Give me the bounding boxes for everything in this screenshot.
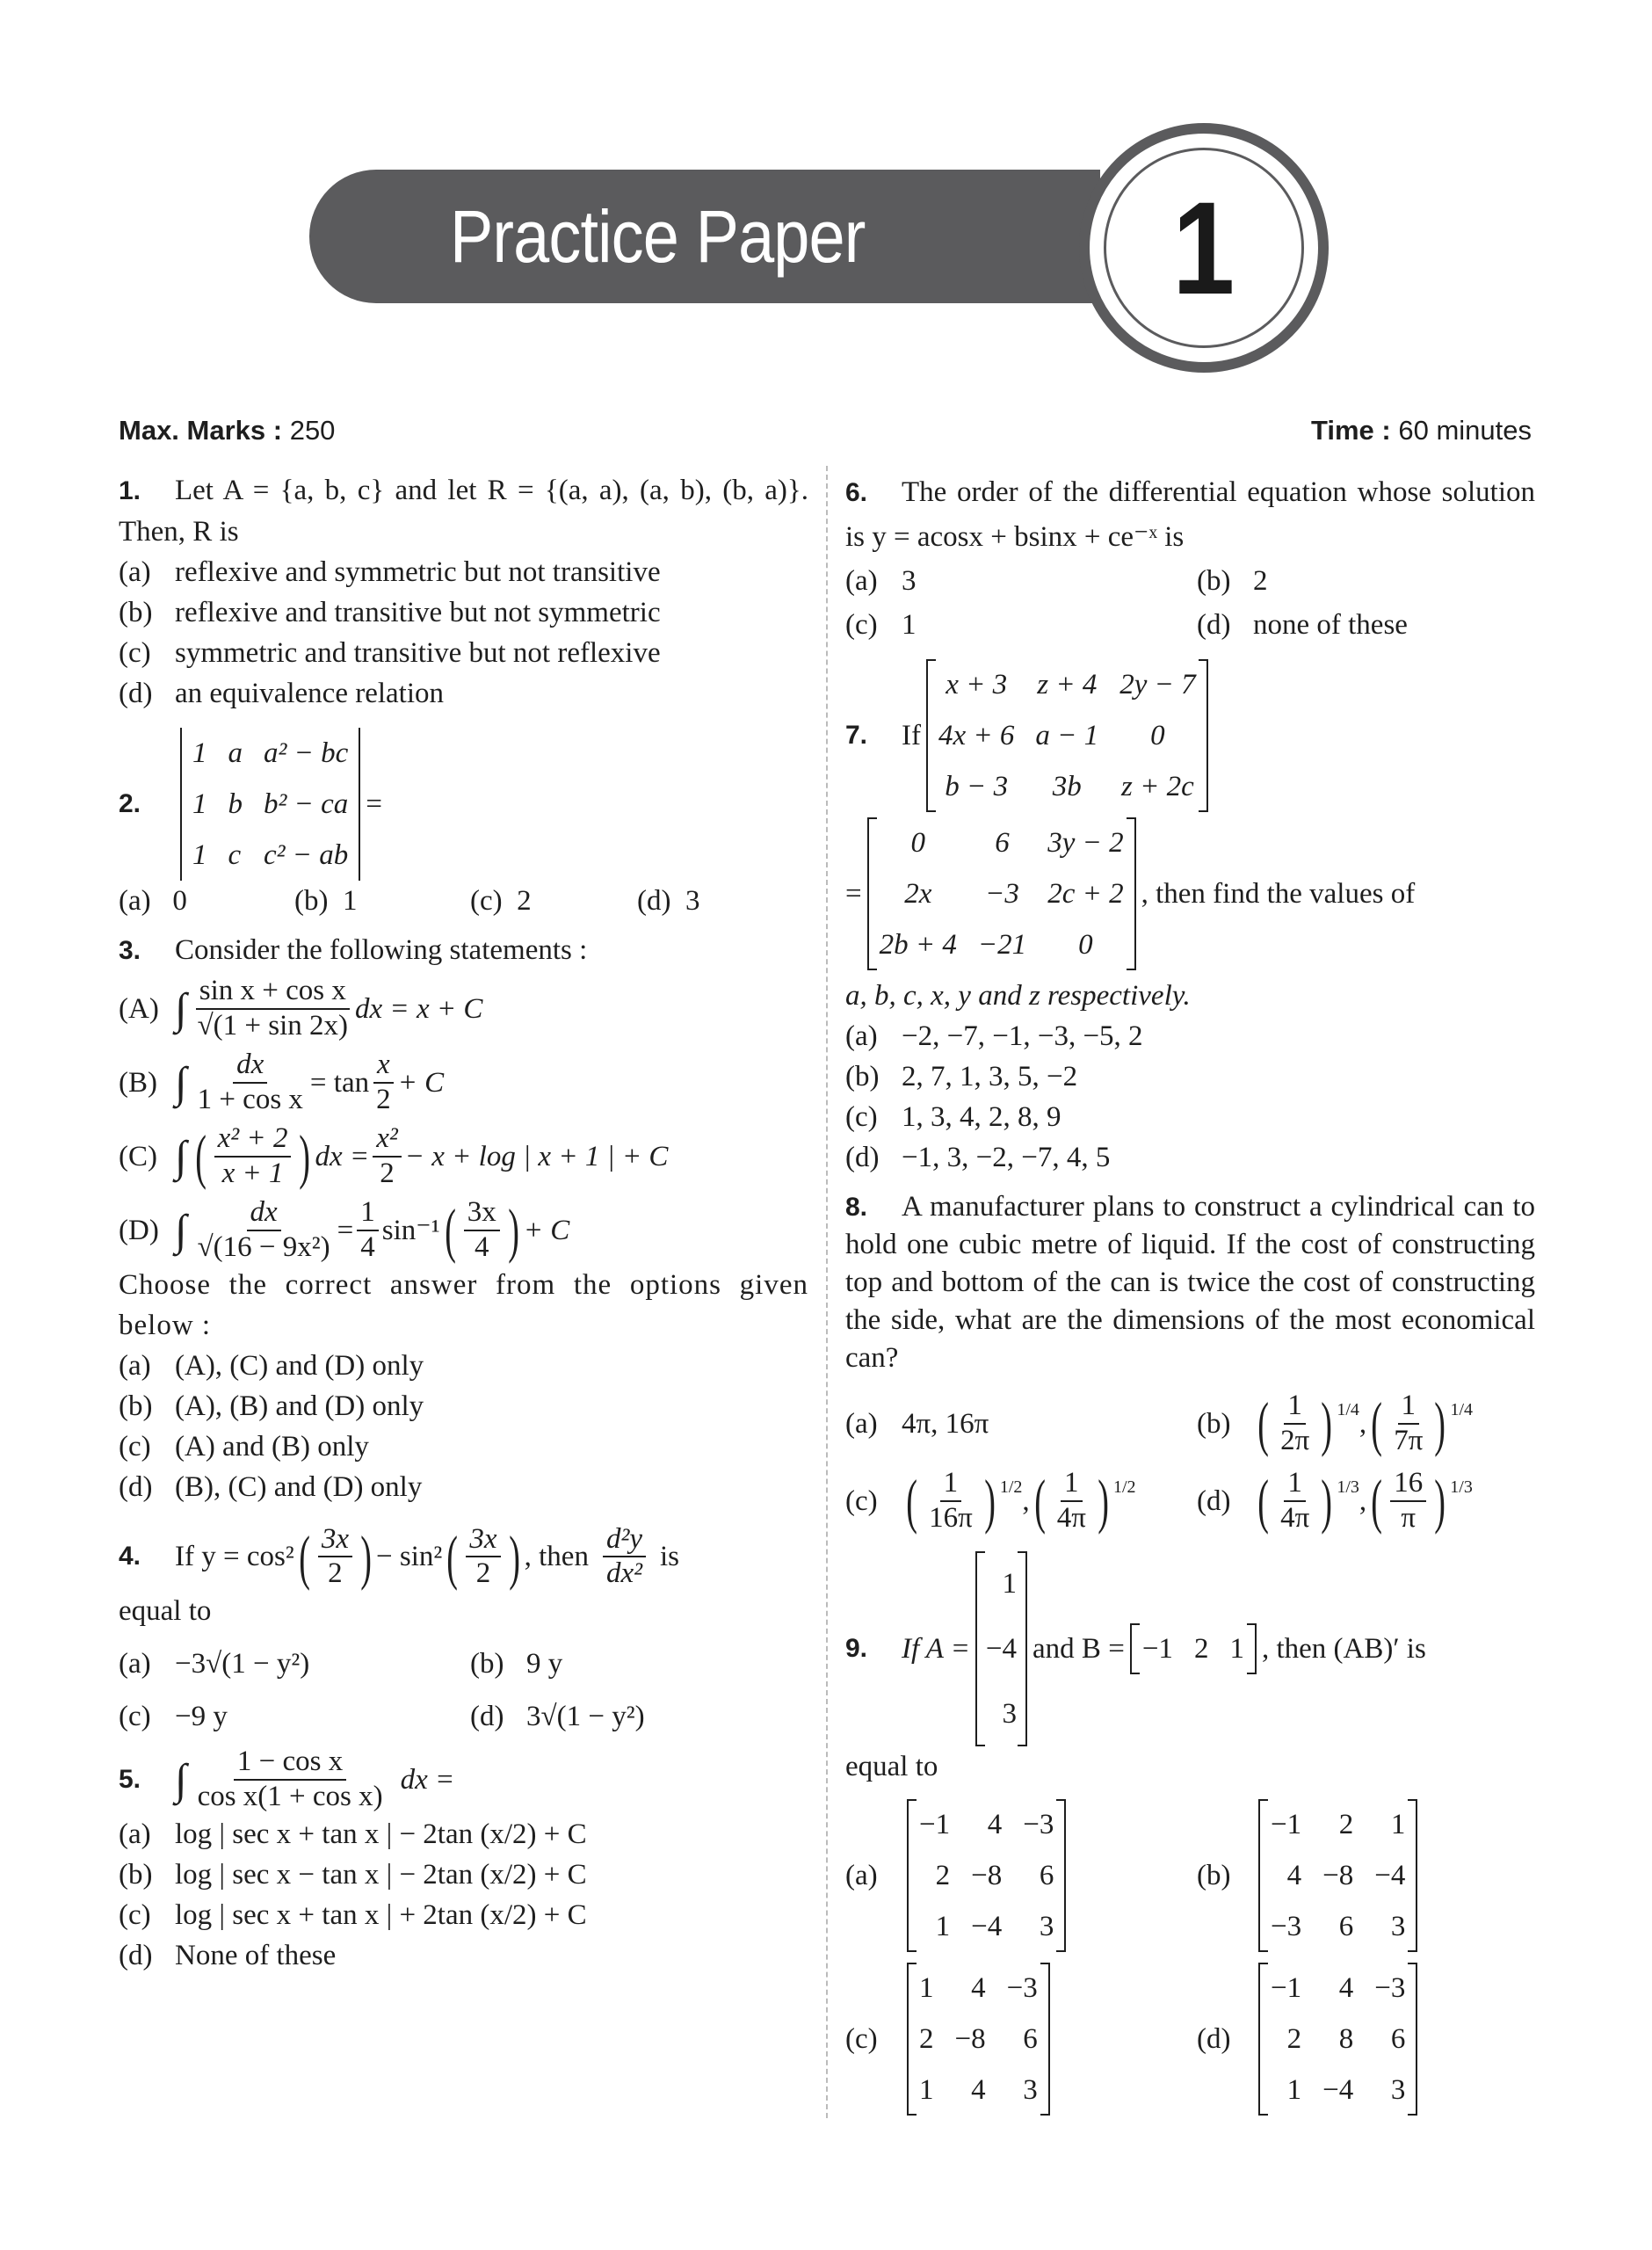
option-b[interactable]: (b) 2, 7, 1, 3, 5, −2	[845, 1061, 1078, 1092]
question-number: 9.	[845, 1633, 868, 1663]
option-d[interactable]: (d) 3√(1 − y²)	[470, 1701, 645, 1733]
question-4: 4. If y = cos² ( $\frac{3x}{2}$ ) − sin² ( $\frac{3x}{2}$ ) , then $\frac{\text{d²y}}{\text{dx²}}$ is equal to (a) −3√(1 − y²) (b) 9 y (c) −9 y (d) 3√(1 − y²)	[119, 1523, 808, 1738]
option-a[interactable]: (a) reflexive and symmetric but not transitive	[119, 556, 661, 588]
option-matrix	[1258, 1963, 1417, 2116]
matrix-cell: 6	[1338, 1910, 1354, 1942]
choose-instruction: Choose the correct answer from the options given below :	[119, 1268, 808, 1341]
matrix-cell: −4	[971, 1910, 1003, 1942]
option-d[interactable]: (d) ( $\frac{1}{4\pi}$ ) $^{1/3}$ , ( $\frac{16}{\pi}$ ) $^{1/3}$	[1197, 1466, 1473, 1535]
matrix-cell: b² − ca	[264, 788, 349, 820]
matrix-cell: 1	[1390, 1808, 1406, 1840]
right-column	[845, 470, 1535, 2116]
question-text: The order of the differential equation whose solution is y = acosx + bsinx + ce⁻ˣ is	[845, 476, 1535, 553]
badge-inner-ring	[1104, 148, 1304, 348]
option-c[interactable]: (c) 1, 3, 4, 2, 8, 9	[845, 1101, 1061, 1133]
matrix-cell: −1	[919, 1808, 951, 1840]
fraction: $\frac{\text{sin x + cos x}}{√(1 + \sin 2x)}$	[197, 975, 349, 1042]
matrix-cell: 4	[971, 2073, 986, 2106]
matrix-cell: −1	[1271, 1808, 1302, 1840]
matrix-cell: 1	[935, 1910, 951, 1942]
options-grid	[119, 1644, 808, 1737]
matrix-cell: −4	[985, 1632, 1018, 1665]
integral-sign: ∫	[175, 1131, 187, 1180]
question-number: 6.	[845, 478, 868, 507]
matrix-cell: 3	[1039, 1910, 1054, 1942]
matrix-cell: −3	[1006, 1971, 1038, 2004]
matrix-cell: −3	[1271, 1910, 1302, 1942]
matrix-cell: −3	[1374, 1971, 1406, 2004]
matrix-cell: −8	[971, 1859, 1003, 1891]
option-d[interactable]: (d) an equivalence relation	[119, 678, 445, 709]
option-c[interactable]: (c) 1	[845, 609, 917, 641]
integral-sign: ∫	[175, 1057, 187, 1107]
option-b[interactable]: (b) log | sec x − tan x | − 2tan (x/2) + C	[119, 1859, 587, 1891]
option-a[interactable]: (a) 3	[845, 565, 917, 597]
matrix-cell: 3b	[1052, 771, 1082, 802]
matrix-cell: 2	[1193, 1632, 1209, 1665]
matrix-cell: 4	[971, 1971, 986, 2004]
option-c[interactable]: (c) ( $\frac{1}{16\pi}$ ) $^{1/2}$ , ( $\frac{1}{4\pi}$ ) $^{1/2}$	[845, 1466, 1136, 1535]
options-grid	[845, 1799, 1535, 2116]
integral-sign: ∫	[175, 1205, 187, 1254]
option-a[interactable]: (a) 0	[119, 885, 187, 917]
matrix-cell: 6	[995, 827, 1010, 859]
option-a[interactable]: (a) −1 4 −3 2 −8 6 1 −4 3	[845, 1799, 1197, 1952]
question-text: A manufacturer plans to construct a cylindrical can to hold one cubic metre of liquid. If the cost of constructing top and bottom of the can is twice the cost of constructing the side, what are the dimensions of the most economical can?	[845, 1191, 1535, 1374]
statement-a: (A) ∫ $\frac{\text{sin x + cos x}}{√(1 + \sin 2x)}$ dx = x + C	[119, 975, 483, 1042]
matrix-cell: 1	[192, 788, 207, 820]
matrix-cell: 1	[919, 1971, 934, 2004]
option-b[interactable]: (b) reflexive and transitive but not symmetric	[119, 597, 661, 628]
question-7: 7. If x + 3 z + 4 2y − 7 4x + 6 a − 1 0 b − 3 3b z + 2c = 0 6 3y − 2 2x −3 2c + 2 2b + 4 −21 0 , then find the values of a, b, c, x, y and z respectively. (a) −2, −7, −1, −3, −5, 2 (b) 2, 7, 1, 3, 5, −2 (c) 1, 3, 4, 2, 8, 9 (d) −1, 3, −2, −7, 4, 5	[845, 659, 1535, 1178]
option-d[interactable]: (d) 3	[637, 885, 700, 917]
paper-number: 1	[1172, 173, 1235, 322]
question-text: Let A = {a, b, c} and let R = {(a, a), (a, b), (b, a)}. Then, R is	[119, 475, 808, 548]
matrix-cell: −8	[954, 2022, 986, 2055]
matrix-cell: 1	[919, 2073, 934, 2106]
matrix-cell: −3	[1023, 1808, 1054, 1840]
matrix-cell: b − 3	[945, 771, 1009, 802]
left-column	[119, 470, 808, 1976]
matrix-cell: −4	[1322, 2073, 1354, 2106]
question-text: Consider the following statements :	[175, 934, 588, 966]
matrix-cell: 2	[919, 2022, 934, 2055]
matrix-cell: 2x	[904, 878, 932, 910]
option-a[interactable]: (a) log | sec x + tan x | − 2tan (x/2) + C	[119, 1818, 587, 1851]
time-limit	[1311, 415, 1532, 446]
question-number: 1.	[119, 476, 141, 505]
options-grid	[845, 1390, 1535, 1535]
max-marks-value: 250	[289, 415, 336, 446]
option-a[interactable]: (a) 4π, 16π	[845, 1407, 989, 1440]
matrix-cell: 3y − 2	[1047, 827, 1124, 859]
matrix-cell: a − 1	[1035, 720, 1099, 751]
option-a[interactable]: (a) −2, −7, −1, −3, −5, 2	[845, 1020, 1143, 1052]
option-matrix	[1258, 1799, 1417, 1952]
options-row	[119, 881, 808, 921]
option-c[interactable]: (c) (A) and (B) only	[119, 1430, 369, 1462]
matrix-cell: 0	[1150, 720, 1165, 751]
matrix-cell: 1	[1229, 1632, 1244, 1665]
matrix-cell: 3	[1390, 1910, 1406, 1942]
matrix-rhs	[867, 817, 1136, 970]
option-a[interactable]: (a) (A), (C) and (D) only	[119, 1349, 424, 1382]
option-b[interactable]: (b) 2	[1197, 565, 1268, 597]
time-value: 60 minutes	[1398, 415, 1532, 446]
page-title: Practice Paper	[450, 195, 866, 278]
matrix-cell: 8	[1338, 2022, 1354, 2055]
option-c[interactable]: (c) 2	[470, 885, 532, 917]
options-grid	[845, 559, 1535, 647]
matrix-cell: 4	[1338, 1971, 1354, 2004]
integral-sign: ∫	[175, 983, 187, 1033]
statement-b: (B) ∫ $\frac{dx}{\text{1 + cos x}}$ = tan $\frac{x}{2}$ + C	[119, 1048, 445, 1115]
matrix-cell: 6	[1039, 1859, 1054, 1891]
statement-c: (C) ∫ ( $\frac{\text{x² + 2}}{x + 1}$ ) dx = $\frac{\text{x²}}{2}$ − x + log | x + 1 | + C	[119, 1121, 669, 1191]
matrix-a	[975, 1551, 1027, 1746]
matrix-cell: 1	[1002, 1567, 1018, 1600]
matrix-cell: z + 4	[1037, 669, 1098, 700]
max-marks	[119, 415, 335, 446]
matrix-cell: −4	[1374, 1859, 1406, 1891]
matrix-cell: 3	[1002, 1697, 1018, 1730]
option-a[interactable]: (a) −3√(1 − y²)	[119, 1648, 310, 1680]
matrix-cell: 2y − 7	[1119, 669, 1196, 700]
option-matrix	[907, 1799, 1066, 1952]
question-8	[845, 1188, 1535, 1535]
matrix-cell: 4	[1286, 1859, 1302, 1891]
matrix-cell: c	[228, 839, 242, 871]
question-9: 9. If A = 1 −4 3 and B = −1 2 1 , then (AB)′ is equal to (a) −1 4 −3 2 −8 6 1 −4 3 (b) −1 2 1 4 −8 −4 −3 6 3 (c) 1 4 −3 2 −8 6 1 4 3 (d) −1 4 −3 2 8 6 1 −4 3	[845, 1551, 1535, 2116]
question-number: 8.	[845, 1193, 868, 1222]
option-b[interactable]: (b) −1 2 1 4 −8 −4 −3 6 3	[1197, 1799, 1535, 1952]
question-number: 2.	[119, 789, 141, 818]
question-5: 5. ∫ $\frac{\text{1 − cos x}}{\text{cos x(1 + cos x)}}$ dx = (a) log | sec x + tan x | − 2tan (x/2) + C (b) log | sec x − tan x | − 2tan (x/2) + C (c) log | sec x + tan x | + 2tan (x/2) + C (d) None of these	[119, 1746, 808, 1976]
matrix-cell: −1	[1271, 1971, 1302, 2004]
title-banner	[309, 170, 1100, 303]
matrix-cell: 2b + 4	[879, 929, 957, 961]
option-b[interactable]: (b) 9 y	[470, 1648, 563, 1680]
column-divider	[826, 466, 828, 2118]
matrix-cell: 1	[192, 839, 207, 871]
option-matrix	[907, 1963, 1050, 2116]
matrix-cell: a	[228, 737, 243, 769]
option-c[interactable]: (c) 1 4 −3 2 −8 6 1 4 3	[845, 1963, 1197, 2116]
matrix-cell: −8	[1322, 1859, 1354, 1891]
question-number: 4.	[119, 1542, 141, 1571]
option-c[interactable]: (c) symmetric and transitive but not reflexive	[119, 637, 661, 669]
matrix-cell: 0	[1078, 929, 1093, 961]
matrix-cell: 1	[192, 737, 207, 769]
option-b[interactable]: (b) ( $\frac{1}{2\pi}$ ) $^{1/4}$ , ( $\frac{1}{7\pi}$ ) $^{1/4}$	[1197, 1390, 1474, 1458]
matrix-cell: 1	[1286, 2073, 1302, 2106]
option-d[interactable]: (d) −1 4 −3 2 8 6 1 −4 3	[1197, 1963, 1535, 2116]
option-d[interactable]: (d) None of these	[119, 1940, 337, 1972]
option-b[interactable]: (b) (A), (B) and (D) only	[119, 1390, 424, 1422]
option-c[interactable]: (c) log | sec x + tan x | + 2tan (x/2) + C	[119, 1899, 587, 1932]
matrix-cell: z + 2c	[1121, 771, 1194, 802]
matrix-cell: −21	[977, 929, 1027, 961]
matrix-cell: 2c + 2	[1047, 878, 1124, 910]
matrix-cell: b	[228, 788, 243, 820]
max-marks-label: Max. Marks :	[119, 415, 283, 446]
matrix-cell: 2	[1286, 2022, 1302, 2055]
question-number: 7.	[845, 721, 868, 750]
statement-d: (D) ∫ $\frac{dx}{\text{√(16 − 9x²)}}$ = $\frac{1}{4}$ sin⁻¹ ( $\frac{3x}{4}$ ) + C	[119, 1195, 570, 1264]
matrix-cell: c² − ab	[264, 839, 349, 871]
matrix-cell: 3	[1023, 2073, 1038, 2106]
question-3	[119, 930, 808, 1507]
integral-sign: ∫	[175, 1755, 187, 1804]
question-6	[845, 470, 1535, 647]
matrix-cell: −3	[985, 878, 1019, 910]
matrix-lhs	[926, 659, 1208, 812]
matrix-cell: 2	[935, 1859, 951, 1891]
option-b[interactable]: (b) 1	[294, 885, 358, 917]
question-2	[119, 728, 808, 921]
question-number: 3.	[119, 936, 141, 965]
option-d[interactable]: (d) none of these	[1197, 609, 1408, 641]
time-label: Time :	[1311, 415, 1391, 446]
question-number: 5.	[119, 1765, 141, 1795]
paper-number-badge	[1079, 123, 1329, 373]
matrix-cell: 6	[1390, 2022, 1406, 2055]
matrix-cell: 4	[987, 1808, 1003, 1840]
matrix-cell: 2	[1338, 1808, 1354, 1840]
question-1	[119, 470, 808, 714]
matrix-cell: x + 3	[946, 669, 1008, 700]
equals-sign: =	[366, 788, 382, 820]
matrix-cell: 3	[1390, 2073, 1406, 2106]
matrix-cell: 6	[1023, 2022, 1038, 2055]
option-d[interactable]: (d) −1, 3, −2, −7, 4, 5	[845, 1142, 1111, 1173]
option-c[interactable]: (c) −9 y	[119, 1701, 228, 1733]
matrix-cell: 0	[910, 827, 926, 859]
matrix-cell: −1	[1141, 1632, 1173, 1665]
matrix-cell: a² − bc	[264, 737, 349, 769]
determinant	[180, 728, 360, 881]
option-d[interactable]: (d) (B), (C) and (D) only	[119, 1470, 423, 1503]
matrix-cell: 4x + 6	[938, 720, 1015, 751]
matrix-b	[1130, 1623, 1257, 1674]
